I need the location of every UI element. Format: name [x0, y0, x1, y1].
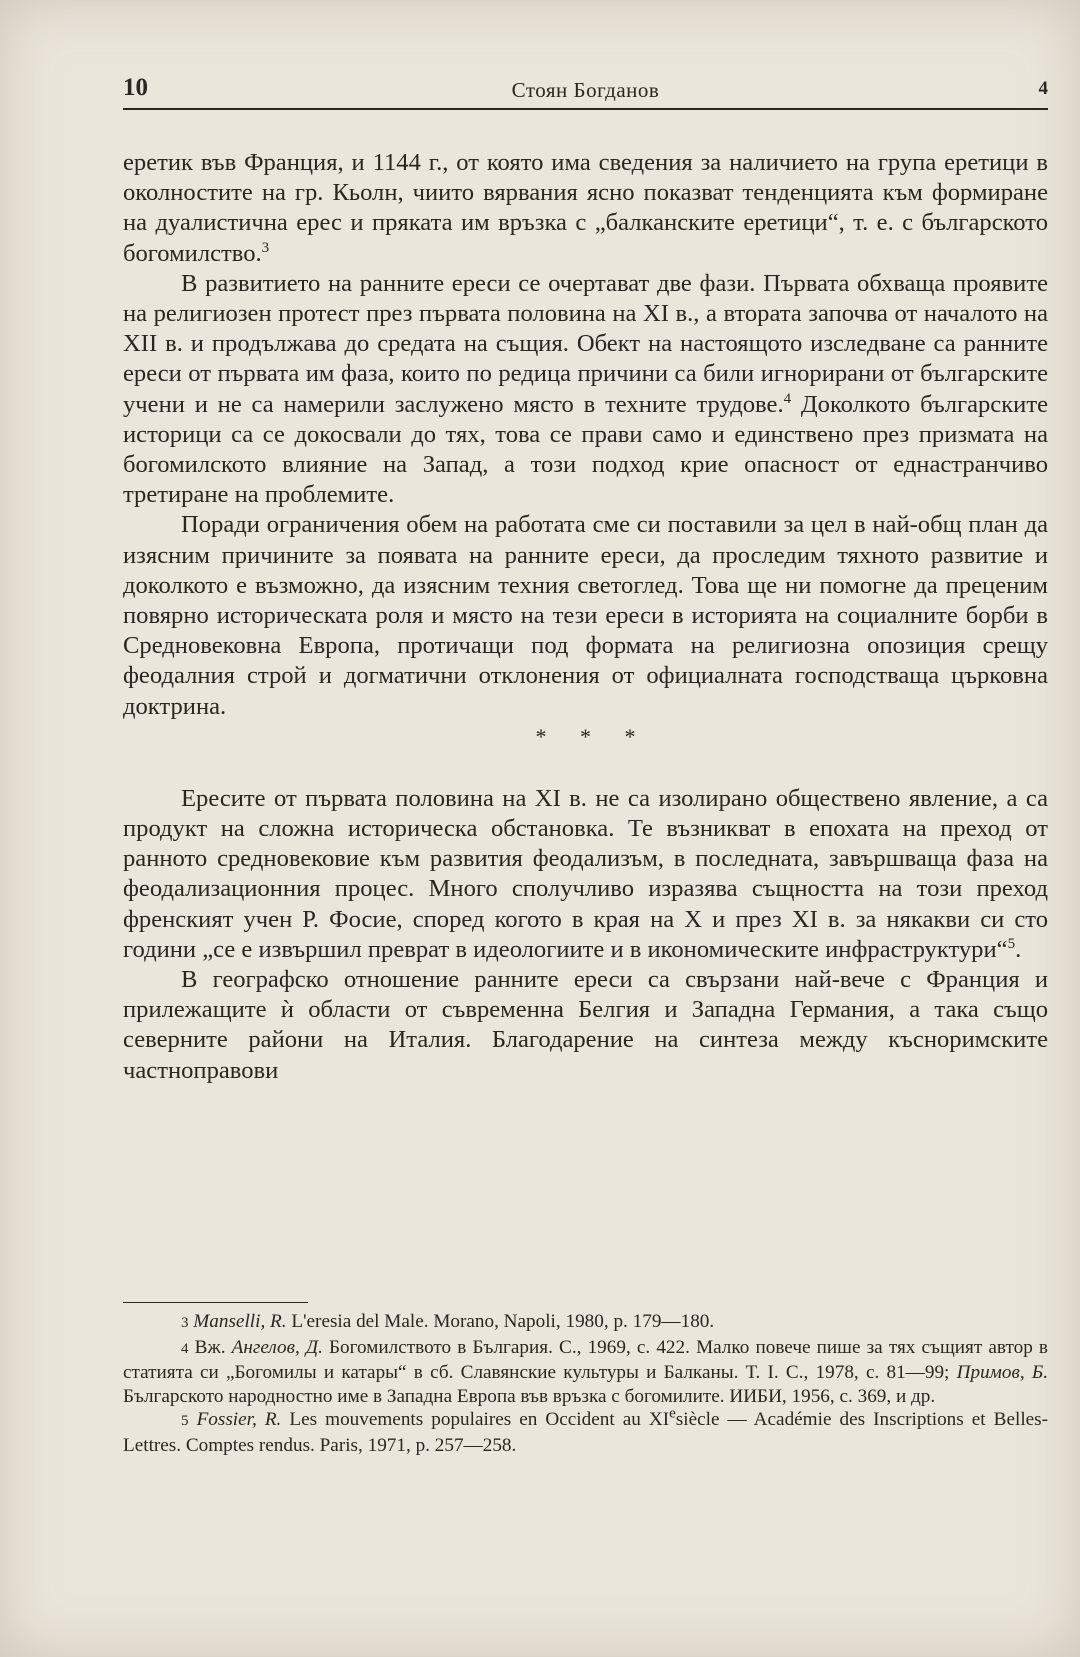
- paragraph-4: Ересите от първата половина на XI в. не са изолирано обществено явление, а са продукт на сложна историческа обстановка. Те възникват в епохата на преход от ранното средновековие към развития феодализъм, в последната, завършваща фаза на феодализационния процес. Много сполучливо изразява същността на този преход френският учен Р. Фосие, според когото в края на X и през XI в. за някакви си сто години „се е извършил преврат в идеологиите и в икономическите инфраструктури“$^5$.: [123, 784, 1048, 963]
- paragraph-5: В географско отношение ранните ереси са свързани най-вече с Франция и прилежащите ѝ области от съвременна Белгия и Западна Германия, а така също северните райони на Италия. Благодарение на синтеза между късноримските частноправови: [123, 966, 1048, 1084]
- footnotes: [123, 1308, 1048, 1457]
- signature-mark: 4: [1038, 78, 1048, 99]
- footnote-rule: [123, 1302, 308, 1303]
- footnote-4: 4 Вж. Ангелов, Д. Богомилството в България. С., 1969, с. 422. Малко повече пише за тях същият автор в статията си „Богомилы и катары“ в сб. Славянские культуры и Балканы. Т. I. С., 1978, с. 81—99; Примов, Б. Българското народностно име в Западна Европа във връзка с богомилите. ИИБИ, 1956, с. 369, и др.: [123, 1336, 1048, 1407]
- paragraph-2: В развитието на ранните ереси се очертават две фази. Първата обхваща проявите на религиозен протест през първата половина на XI в., а втората започва от началото на XII в. и продължава до средата на същия. Обект на настоящото изследване са ранните ереси от първата им фаза, които по редица причини са били игнорирани от българските учени и не са намерили заслужено място в техните трудове.$^4$ Доколкото българските историци са се докосвали до тях, това се прави само и единствено през призмата на богомилското влияние на Запад, а този подход крие опасност от еднастранчиво третиране на проблемите.: [123, 269, 1048, 509]
- page-number: 10: [123, 74, 148, 101]
- footnote-ref-5: 5: [1007, 935, 1016, 952]
- footnote-ref-4: 4: [783, 390, 792, 407]
- paragraph-3: Поради ограничения обем на работата сме си поставили за цел в най-общ план да изясним причините за появата на ранните ереси, да проследим тяхното развитие и доколкото е възможно, да изясним техния светоглед. Това ще ни помогне да преценим повярно историческата роля и място на тези ереси в историята на социалните борби в Средновековна Европа, протичащи под формата на религиозна опозиция срещу феодалния строй и догматични отклонения от официалната господстваща църковна доктрина.: [123, 511, 1048, 720]
- running-head: Стоян Богданов: [511, 78, 660, 102]
- paragraph-1: еретик във Франция, и 1144 г., от която има сведения за наличието на група еретици в околностите на гр. Кьолн, чиито вярвания ясно показват тенденцията към формиране на дуалистична ерес и пряката им връзка с „балканските еретици“, т. е. с българското богомилство.$^3$: [123, 149, 1048, 267]
- header-rule: [123, 108, 1048, 110]
- page-header: [123, 74, 1048, 108]
- section-separator: * * *: [535, 723, 650, 749]
- footnote-ref-3: 3: [261, 239, 270, 256]
- main-text: [123, 148, 1048, 1086]
- footnote-5: 5 Fossier, R. Les mouvements populaires en Occident au XIesiècle — Académie des Inscriptions et Belles-Lettres. Comptes rendus. Paris, 1971, p. 257—258.: [123, 1405, 1049, 1456]
- footnote-3: 3 Manselli, R. L'eresia del Male. Morano, Napoli, 1980, p. 179—180.: [181, 1311, 715, 1332]
